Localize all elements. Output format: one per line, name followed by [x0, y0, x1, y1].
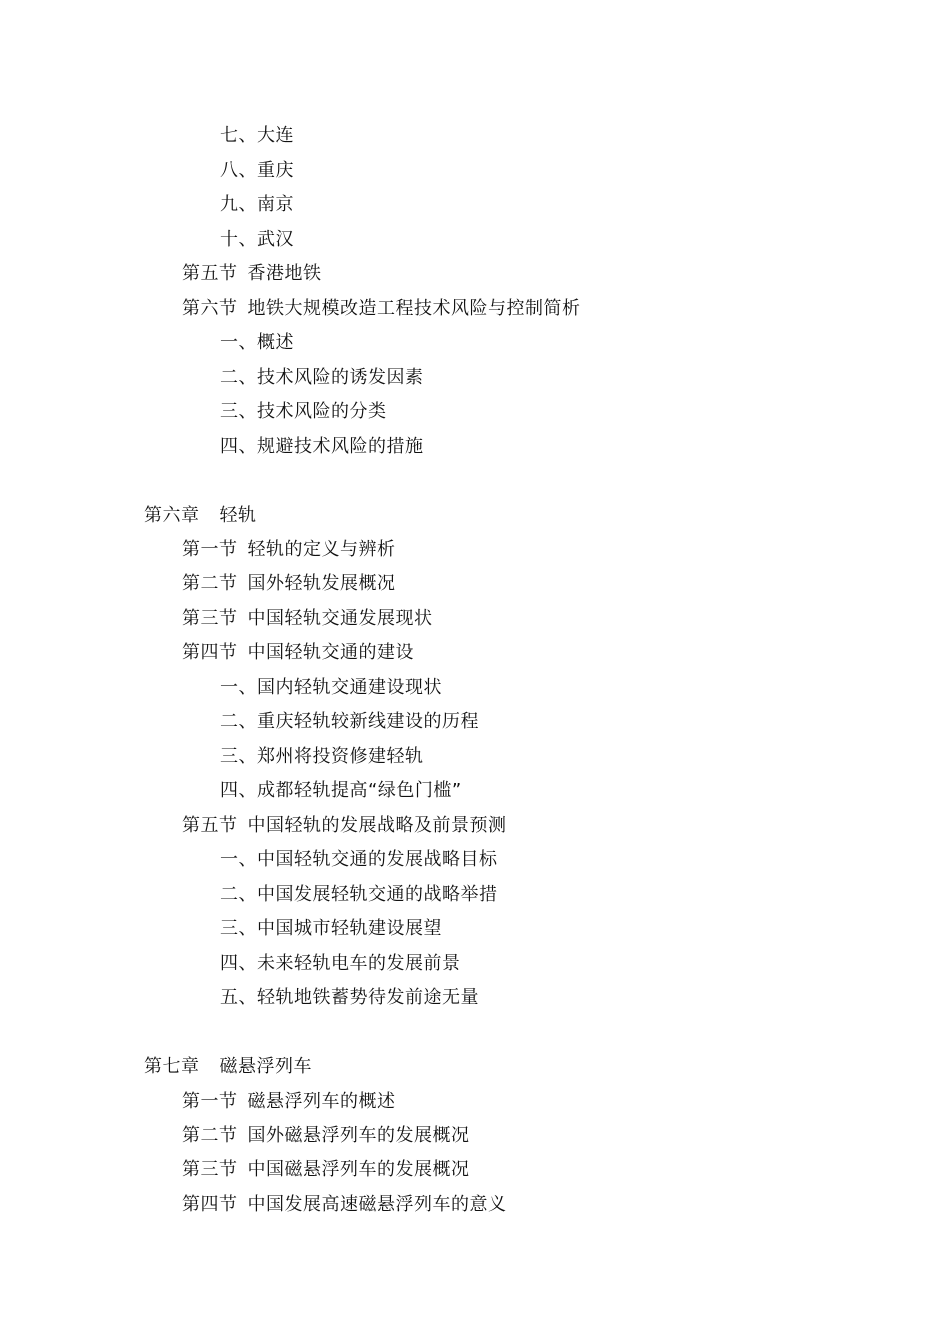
toc-chapter-number: 第六章 [144, 505, 200, 526]
toc-item [220, 849, 498, 871]
toc-section [182, 1159, 470, 1181]
toc-section [182, 1091, 396, 1113]
toc-section-number: 第二节 [182, 573, 238, 594]
toc-item-text: 三、中国城市轻轨建设展望 [220, 918, 442, 939]
toc-item [220, 780, 462, 802]
toc-item-text: 四、未来轻轨电车的发展前景 [220, 953, 461, 974]
toc-item-text: 二、技术风险的诱发因素 [220, 367, 424, 388]
toc-section-number: 第一节 [182, 1091, 238, 1112]
toc-item-text: 九、南京 [220, 194, 294, 215]
toc-item [220, 229, 294, 251]
toc-chapter [144, 505, 257, 527]
toc-item-text: 二、重庆轻轨较新线建设的历程 [220, 711, 479, 732]
toc-item-text: 一、概述 [220, 332, 294, 353]
toc-item-text: 五、轻轨地铁蓄势待发前途无量 [220, 987, 479, 1008]
toc-chapter [144, 1056, 312, 1078]
toc-section [182, 815, 507, 837]
toc-item [220, 987, 479, 1009]
toc-item [220, 401, 387, 423]
toc-item [220, 125, 294, 147]
toc-item [220, 918, 442, 940]
toc-chapter-title: 磁悬浮列车 [219, 1056, 312, 1077]
toc-item [220, 953, 461, 975]
toc-section-title: 中国轻轨交通发展现状 [247, 608, 433, 629]
toc-section [182, 608, 433, 630]
toc-item-text: 三、郑州将投资修建轻轨 [220, 746, 424, 767]
toc-section-title: 香港地铁 [247, 263, 322, 284]
toc-item [220, 332, 294, 354]
toc-item-text: 七、大连 [220, 125, 294, 146]
toc-section-title: 国外磁悬浮列车的发展概况 [247, 1125, 470, 1146]
toc-section-number: 第四节 [182, 642, 238, 663]
toc-item-text: 一、国内轻轨交通建设现状 [220, 677, 442, 698]
toc-section [182, 263, 322, 285]
toc-item-text: 四、规避技术风险的措施 [220, 436, 424, 457]
toc-section-title: 轻轨的定义与辨析 [247, 539, 396, 560]
toc-section [182, 1194, 507, 1216]
toc-item-text: 二、中国发展轻轨交通的战略举措 [220, 884, 498, 905]
toc-section-title: 地铁大规模改造工程技术风险与控制简析 [247, 298, 581, 319]
toc-item [220, 677, 442, 699]
toc-section-title: 磁悬浮列车的概述 [247, 1091, 396, 1112]
toc-section-number: 第五节 [182, 263, 238, 284]
toc-item-text: 十、武汉 [220, 229, 294, 250]
toc-section [182, 298, 581, 320]
toc-item [220, 884, 498, 906]
toc-section-title: 中国磁悬浮列车的发展概况 [247, 1159, 470, 1180]
toc-section-number: 第三节 [182, 1159, 238, 1180]
toc-section-title: 中国轻轨交通的建设 [247, 642, 414, 663]
toc-item-text: 八、重庆 [220, 160, 294, 181]
toc-section-title: 中国发展高速磁悬浮列车的意义 [247, 1194, 507, 1215]
toc-item [220, 711, 479, 733]
toc-item [220, 436, 424, 458]
toc-section-number: 第二节 [182, 1125, 238, 1146]
toc-item [220, 367, 424, 389]
toc-item [220, 746, 424, 768]
toc-section-title: 国外轻轨发展概况 [247, 573, 396, 594]
toc-item [220, 194, 294, 216]
toc-section [182, 642, 414, 664]
toc-section-number: 第三节 [182, 608, 238, 629]
toc-item-text: 三、技术风险的分类 [220, 401, 387, 422]
toc-item [220, 160, 294, 182]
toc-section [182, 573, 396, 595]
toc-section [182, 1125, 470, 1147]
toc-section-title: 中国轻轨的发展战略及前景预测 [247, 815, 507, 836]
toc-section-number: 第四节 [182, 1194, 238, 1215]
toc-item-text: 一、中国轻轨交通的发展战略目标 [220, 849, 498, 870]
toc-section-number: 第五节 [182, 815, 238, 836]
toc-section [182, 539, 396, 561]
toc-section-number: 第六节 [182, 298, 238, 319]
toc-chapter-title: 轻轨 [219, 505, 257, 526]
toc-item-text: 四、成都轻轨提高“绿色门槛” [220, 780, 462, 801]
toc-chapter-number: 第七章 [144, 1056, 200, 1077]
toc-section-number: 第一节 [182, 539, 238, 560]
